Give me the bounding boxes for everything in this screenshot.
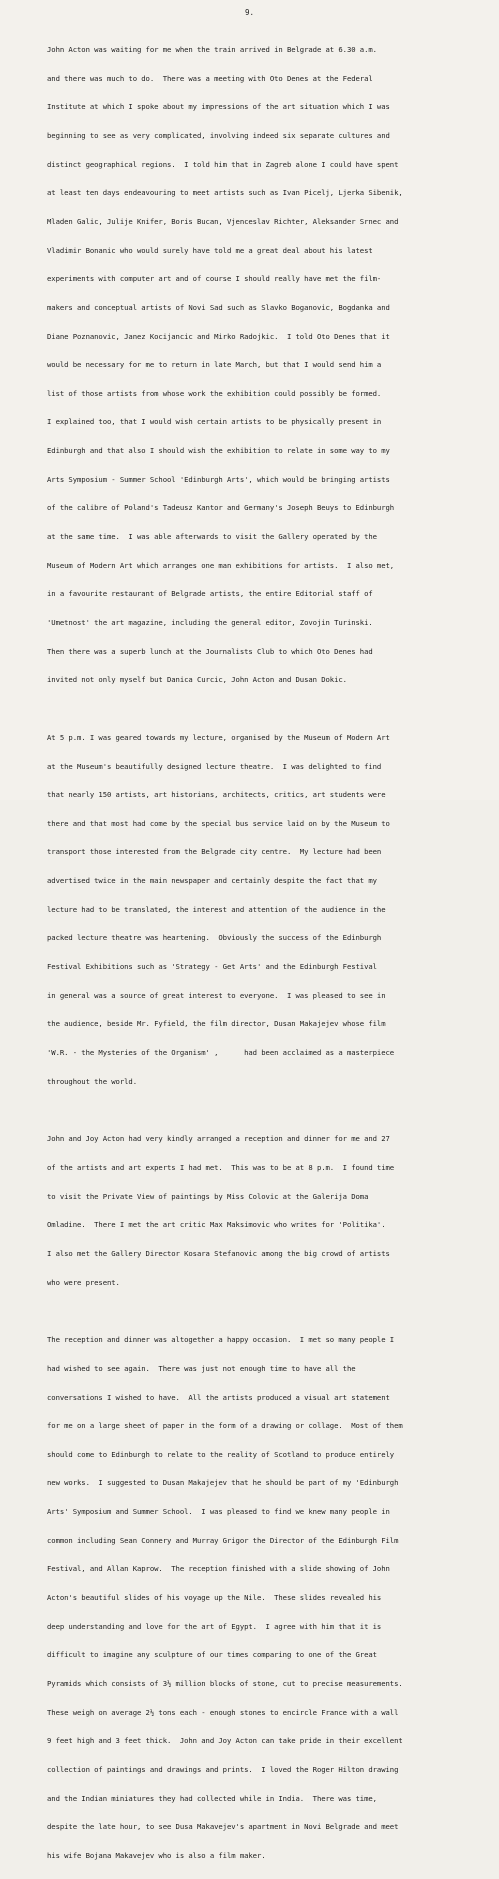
text-line: Acton's beautiful slides of his voyage up the Nile. These slides revealed his — [47, 1593, 382, 1603]
text-line: Museum of Modern Art which arranges one man exhibitions for artists. I also met, — [47, 560, 395, 570]
text-line: the audience, beside Mr. Fyfield, the film director, Dusan Makajejev whose film — [47, 1019, 386, 1029]
text-line: collection of paintings and drawings and prints. I loved the Roger Hilton drawing — [47, 1764, 399, 1774]
text-line: packed lecture theatre was heartening. Obviously the success of the Edinburgh — [47, 933, 382, 943]
text-line: I explained too, that I would wish certain artists to be physically present in — [47, 417, 382, 427]
text-line: of the artists and art experts I had met. This was to be at 8 p.m. I found time — [47, 1162, 395, 1172]
text-line: for me on a large sheet of paper in the form of a drawing or collage. Most of them — [47, 1421, 403, 1431]
text-line: Vladimir Bonanic who would surely have told me a great deal about his latest — [47, 245, 373, 255]
paragraph-reception-plan — [47, 1115, 475, 1306]
text-line: in a favourite restaurant of Belgrade artists, the entire Editorial staff of — [47, 589, 373, 599]
paragraph-reception-dinner — [47, 1316, 475, 1879]
text-line: difficult to imagine any sculpture of our times comparing to one of the Great — [47, 1650, 377, 1660]
text-line: experiments with computer art and of course I should really have met the film- — [47, 274, 382, 284]
text-line: that nearly 150 artists, art historians, architects, critics, art students were — [47, 790, 386, 800]
text-line: new works. I suggested to Dusan Makajejev that he should be part of my 'Edinburgh — [47, 1478, 399, 1488]
text-line: Mladen Galic, Julije Knifer, Boris Bucan, Vjenceslav Richter, Aleksander Srnec and — [47, 216, 399, 226]
text-line: would be necessary for me to return in late March, but that I would send him a — [47, 360, 382, 370]
text-line: common including Sean Connery and Murray Grigor the Director of the Edinburgh Film — [47, 1535, 399, 1545]
text-line: to visit the Private View of paintings by Miss Colovic at the Galerija Doma — [47, 1191, 369, 1201]
text-line: 'W.R. - the Mysteries of the Organism' , had been acclaimed as a masterpiece — [47, 1047, 395, 1057]
text-line: and there was much to do. There was a meeting with Oto Denes at the Federal — [47, 73, 373, 83]
text-line: his wife Bojana Makavejev who is also a film maker. — [47, 1850, 266, 1860]
paragraph-lecture — [47, 714, 475, 1105]
text-line: Omladine. There I met the art critic Max Maksimovic who writes for 'Politika'. — [47, 1220, 386, 1230]
text-line: The reception and dinner was altogether a happy occasion. I met so many people I — [47, 1335, 395, 1345]
text-line: I also met the Gallery Director Kosara Stefanovic among the big crowd of artists — [47, 1248, 390, 1258]
text-line: despite the late hour, to see Dusa Makavejev's apartment in Novi Belgrade and meet — [47, 1822, 399, 1832]
page-number: 9. — [244, 8, 255, 17]
text-line: distinct geographical regions. I told him that in Zagreb alone I could have spent — [47, 159, 399, 169]
text-line: John Acton was waiting for me when the train arrived in Belgrade at 6.30 a.m. — [47, 45, 377, 55]
text-line: Pyramids which consists of 3½ million blocks of stone, cut to precise measurements. — [47, 1678, 403, 1688]
text-line: transport those interested from the Belgrade city centre. My lecture had been — [47, 847, 382, 857]
text-line: John and Joy Acton had very kindly arranged a reception and dinner for me and 27 — [47, 1134, 390, 1144]
text-line: advertised twice in the main newspaper and certainly despite the fact that my — [47, 876, 377, 886]
text-line: makers and conceptual artists of Novi Sad such as Slavko Boganovic, Bogdanka and — [47, 302, 390, 312]
text-line: there and that most had come by the special bus service laid on by the Museum to — [47, 818, 390, 828]
text-line: At 5 p.m. I was geared towards my lecture, organised by the Museum of Modern Art — [47, 732, 390, 742]
text-line: These weigh on average 2½ tons each - enough stones to encircle France with a wall — [47, 1707, 399, 1717]
text-line: Arts Symposium - Summer School 'Edinburgh Arts', which would be bringing artists — [47, 474, 390, 484]
text-line: at least ten days endeavouring to meet artists such as Ivan Picelj, Ljerka Sibenik, — [47, 188, 403, 198]
text-line: list of those artists from whose work the exhibition could possibly be formed. — [47, 388, 382, 398]
text-line: Edinburgh and that also I should wish the exhibition to relate in some way to my — [47, 446, 390, 456]
text-line: had wished to see again. There was just not enough time to have all the — [47, 1363, 356, 1373]
text-line: Arts' Symposium and Summer School. I was pleased to find we knew many people in — [47, 1507, 390, 1517]
text-line: Diane Poznanovic, Janez Kocijancic and Mirko Radojkic. I told Oto Denes that it — [47, 331, 390, 341]
text-line: and the Indian miniatures they had collected while in India. There was time, — [47, 1793, 377, 1803]
text-line: conversations I wished to have. All the artists produced a visual art statement — [47, 1392, 390, 1402]
text-line: in general was a source of great interest to everyone. I was pleased to see in — [47, 990, 386, 1000]
text-line: invited not only myself but Danica Curcic, John Acton and Dusan Dokic. — [47, 675, 347, 685]
text-line: Festival, and Allan Kaprow. The reception finished with a slide showing of John — [47, 1564, 390, 1574]
text-line: throughout the world. — [47, 1076, 137, 1086]
text-line: Then there was a superb lunch at the Journalists Club to which Oto Denes had — [47, 646, 373, 656]
text-line: at the Museum's beautifully designed lecture theatre. I was delighted to find — [47, 761, 382, 771]
text-line: 9 feet high and 3 feet thick. John and Joy Acton can take pride in their excellent — [47, 1736, 403, 1746]
text-line: Institute at which I spoke about my impressions of the art situation which I was — [47, 102, 390, 112]
paragraph-belgrade-arrival — [47, 26, 475, 704]
text-line: beginning to see as very complicated, involving indeed six separate cultures and — [47, 131, 390, 141]
text-line: should come to Edinburgh to relate to the reality of Scotland to produce entirely — [47, 1449, 395, 1459]
text-line: of the calibre of Poland's Tadeusz Kantor and Germany's Joseph Beuys to Edinburgh — [47, 503, 395, 513]
text-line: Festival Exhibitions such as 'Strategy - Get Arts' and the Edinburgh Festival — [47, 962, 377, 972]
text-line: 'Umetnost' the art magazine, including the general editor, Zovojin Turinski. — [47, 617, 373, 627]
text-line: lecture had to be translated, the interest and attention of the audience in the — [47, 904, 386, 914]
text-line: at the same time. I was able afterwards to visit the Gallery operated by the — [47, 531, 377, 541]
text-line: deep understanding and love for the art of Egypt. I agree with him that it is — [47, 1621, 382, 1631]
text-line: who were present. — [47, 1277, 120, 1287]
